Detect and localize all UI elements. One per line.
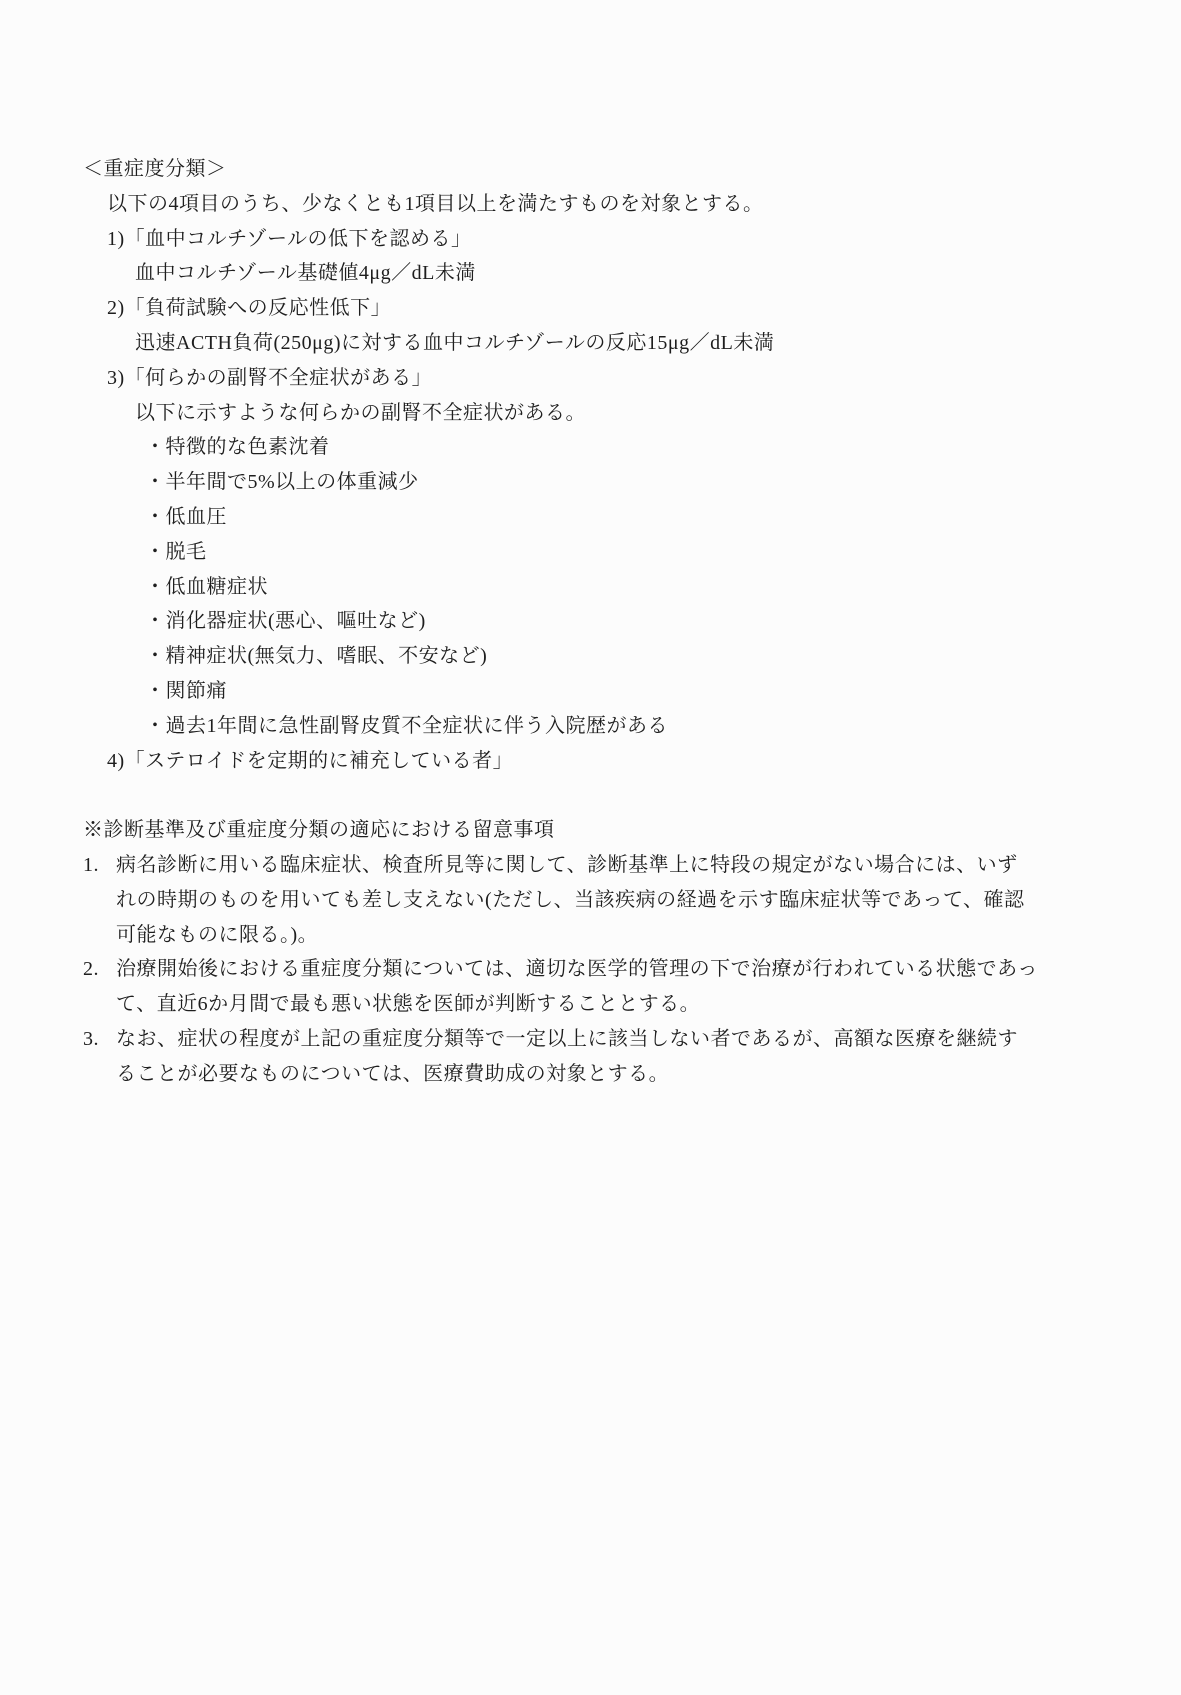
bullet-item: ・関節痛: [145, 679, 227, 702]
item4-title: 4)「ステロイドを定期的に補充している者」: [107, 749, 514, 772]
note-line: 治療開始後における重症度分類については、適切な医学的管理の下で治療が行われている状態であっ: [116, 958, 1038, 981]
bullet-item: ・特徴的な色素沈着: [145, 436, 330, 459]
notes-section: [83, 813, 1111, 1091]
note-item-2: [83, 952, 1111, 1022]
note-number: 1.: [83, 853, 99, 876]
severity-section: [83, 152, 1111, 778]
bullet-item: ・過去1年間に急性副腎皮質不全症状に伴う入院歴がある: [145, 714, 668, 737]
note-line: ることが必要なものについては、医療費助成の対象とする。: [116, 1062, 670, 1085]
note-line: 可能なものに限る。)。: [116, 923, 319, 946]
bullet-item: ・半年間で5%以上の体重減少: [145, 471, 419, 494]
note-number: 2.: [83, 958, 99, 981]
note-number: 3.: [83, 1027, 99, 1050]
item3-title: 3)「何らかの副腎不全症状がある」: [107, 366, 433, 389]
item2-title: 2)「負荷試験への反応性低下」: [107, 297, 392, 320]
section-title: ＜重症度分類＞: [83, 158, 227, 180]
note-line: て、直近6か月間で最も悪い状態を医師が判断することとする。: [116, 993, 701, 1016]
bullet-item: ・精神症状(無気力、嗜眠、不安など): [145, 645, 488, 668]
item1-title: 1)「血中コルチゾールの低下を認める」: [107, 227, 472, 250]
severity-intro: 以下の4項目のうち、少なくとも1項目以上を満たすものを対象とする。: [107, 192, 764, 215]
item2-detail: 迅速ACTH負荷(250μg)に対する血中コルチゾールの反応15μg／dL未満: [135, 331, 775, 354]
item1-detail: 血中コルチゾール基礎値4μg／dL未満: [135, 262, 476, 285]
bullet-item: ・消化器症状(悪心、嘔吐など): [145, 610, 426, 633]
note-line: 病名診断に用いる臨床症状、検査所見等に関して、診断基準上に特段の規定がない場合には、いず: [116, 853, 1018, 876]
note-line: れの時期のものを用いても差し支えない(ただし、当該疾病の経過を示す臨床症状等であって、確認: [116, 888, 1025, 911]
notes-heading: ※診断基準及び重症度分類の適応における留意事項: [83, 819, 555, 842]
note-item-3: [83, 1022, 1111, 1092]
note-line: なお、症状の程度が上記の重症度分類等で一定以上に該当しない者であるが、高額な医療を継続す: [116, 1027, 1018, 1050]
note-item-1: [83, 848, 1111, 952]
bullet-item: ・低血糖症状: [145, 575, 268, 598]
bullet-item: ・脱毛: [145, 540, 207, 563]
item3-detail: 以下に示すような何らかの副腎不全症状がある。: [135, 401, 586, 424]
bullet-item: ・低血圧: [145, 505, 227, 528]
